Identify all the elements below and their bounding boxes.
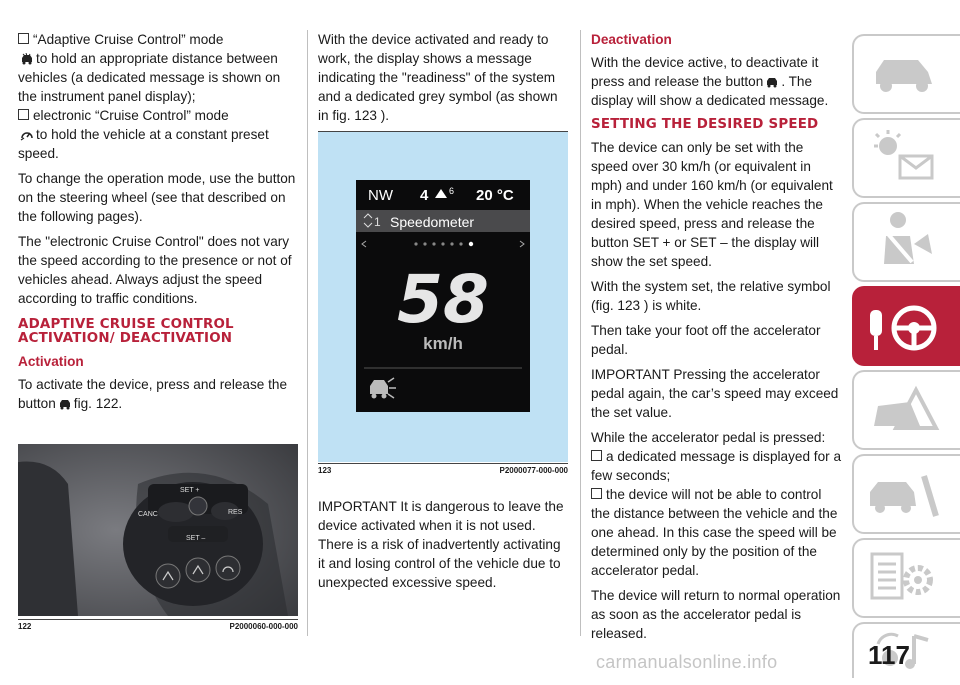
figure-number: 122 xyxy=(18,622,32,631)
warning-triangle-icon xyxy=(854,372,954,448)
car-icon xyxy=(854,36,954,112)
subheading-deactivation: Deactivation xyxy=(591,32,672,47)
display-speed: 58 xyxy=(397,261,489,338)
bullet-electronic-mode-desc: to hold the vehicle at a constant preset speed. xyxy=(18,127,269,161)
figure-123-display xyxy=(318,131,568,462)
bullet-no-distance-control: the device will not be able to control the distance between the vehicle and the one ahead. In this case the speed will be determined only by the position of the accelerator pedal. xyxy=(591,487,838,578)
key-steering-wheel-icon xyxy=(854,288,954,364)
adaptive-cruise-icon xyxy=(765,76,779,88)
display-gear-sup: 6 xyxy=(449,186,455,196)
page-number: 117 xyxy=(868,640,910,670)
label-res: RES xyxy=(228,509,243,516)
paragraph-important-danger: IMPORTANT It is dangerous to leave the device activated when it is not used. There is a risk of inadvertently activating it and losing control of the vehicle due to unexpected excessive speed. xyxy=(318,499,564,590)
paragraph-symbol-white: With the system set, the relative symbol (fig. 123 ) is white. xyxy=(591,279,831,313)
bullet-electronic-mode: electronic “Cruise Control” mode xyxy=(18,106,300,125)
label-canc: CANC xyxy=(138,511,158,518)
tab-maintenance[interactable] xyxy=(852,454,960,534)
adaptive-cruise-icon xyxy=(58,398,72,410)
section-heading-activation: ADAPTIVE CRUISE CONTROL ACTIVATION/ DEACTIVATION xyxy=(18,317,234,346)
tab-emergency[interactable] xyxy=(852,370,960,450)
car-wrench-icon xyxy=(854,456,954,532)
figure-123-caption xyxy=(318,463,568,475)
display-menu-index: 1 xyxy=(374,215,381,229)
column-left xyxy=(18,30,300,419)
specs-gear-icon xyxy=(854,540,954,616)
tab-car[interactable] xyxy=(852,34,960,114)
bullet-adaptive-mode-desc: to hold an appropriate distance between vehicles (a dedicated message is shown on the instrument panel display); xyxy=(18,51,281,104)
paragraph-traffic: The "electronic Cruise Control" does not vary the speed according to the presence or not of vehicles ahead. Always adjust the speed according to traffic conditions. xyxy=(18,234,292,306)
column-separator xyxy=(307,30,308,636)
figure-code: P2000060-000-000 xyxy=(229,622,298,631)
steering-wheel-photo xyxy=(18,444,298,616)
column-separator xyxy=(580,30,581,636)
display-menu-title: Speedometer xyxy=(390,214,475,230)
figure-number: 123 xyxy=(318,466,332,475)
tab-starting-driving[interactable] xyxy=(852,286,960,366)
checkbox-bullet-icon xyxy=(18,109,29,120)
paragraph-change-mode: To change the operation mode, use the button on the steering wheel (see that described on the following pages). xyxy=(18,171,296,224)
bullet-adaptive-mode: “Adaptive Cruise Control” mode xyxy=(18,30,300,49)
label-set-minus: SET – xyxy=(186,535,206,542)
chapter-tabs xyxy=(852,0,960,678)
display-unit: km/h xyxy=(423,334,463,353)
section-heading-set-speed: SETTING THE DESIRED SPEED xyxy=(591,117,819,132)
display-gear: 4 xyxy=(420,187,429,204)
figure-122-caption xyxy=(18,619,298,631)
display-heading: NW xyxy=(368,187,393,204)
tab-technical-data[interactable] xyxy=(852,538,960,618)
figure-code: P2000077-000-000 xyxy=(499,466,568,475)
column-right xyxy=(591,30,841,649)
cruise-control-icon xyxy=(20,129,34,141)
seatbelt-icon xyxy=(854,204,954,280)
paragraph-activate: To activate the device, press and release the button fig. 122. xyxy=(18,377,288,411)
column-middle xyxy=(318,30,570,131)
bullet-message-displayed: a dedicated message is displayed for a few seconds; xyxy=(591,449,842,483)
tab-dashboard-lights[interactable] xyxy=(852,118,960,198)
adaptive-cruise-icon xyxy=(20,53,34,65)
checkbox-bullet-icon xyxy=(591,450,602,461)
display-temperature: 20 °C xyxy=(476,187,514,204)
paragraph-important-accelerator: IMPORTANT Pressing the accelerator pedal again, the car’s speed may exceed the set value. xyxy=(591,367,839,420)
watermark: carmanualsonline.info xyxy=(596,652,778,672)
column-middle-lower xyxy=(318,497,568,598)
paragraph-foot-off: Then take your foot off the accelerator pedal. xyxy=(591,323,821,357)
label-set-plus: SET + xyxy=(180,487,200,494)
figure-122-steering-buttons xyxy=(18,444,298,616)
dashboard-lights-icon xyxy=(854,120,954,196)
paragraph-readiness: With the device activated and ready to work, the display shows a message indicating the "readiness" of the system and a dedicated grey symbol (as shown in fig. 123 ). xyxy=(318,32,558,123)
tab-safety[interactable] xyxy=(852,202,960,282)
checkbox-bullet-icon xyxy=(591,488,602,499)
instrument-display-screen xyxy=(318,132,568,462)
checkbox-bullet-icon xyxy=(18,33,29,44)
subheading-activation: Activation xyxy=(18,354,84,369)
paragraph-deactivate: With the device active, to deactivate it press and release the button . The display will show a dedicated message. xyxy=(591,55,829,108)
paragraph-return-normal: The device will return to normal operation as soon as the accelerator pedal is released. xyxy=(591,588,841,641)
paragraph-set-speed: The device can only be set with the speed over 30 km/h (or equivalent in mph) and under 160 km/h (or equivalent in mph). When the vehicle reaches the desired speed, press and release the button SET + or SET – the display will show the set speed. xyxy=(591,140,833,269)
paragraph-accelerator-pressed: While the accelerator pedal is pressed: xyxy=(591,430,826,445)
